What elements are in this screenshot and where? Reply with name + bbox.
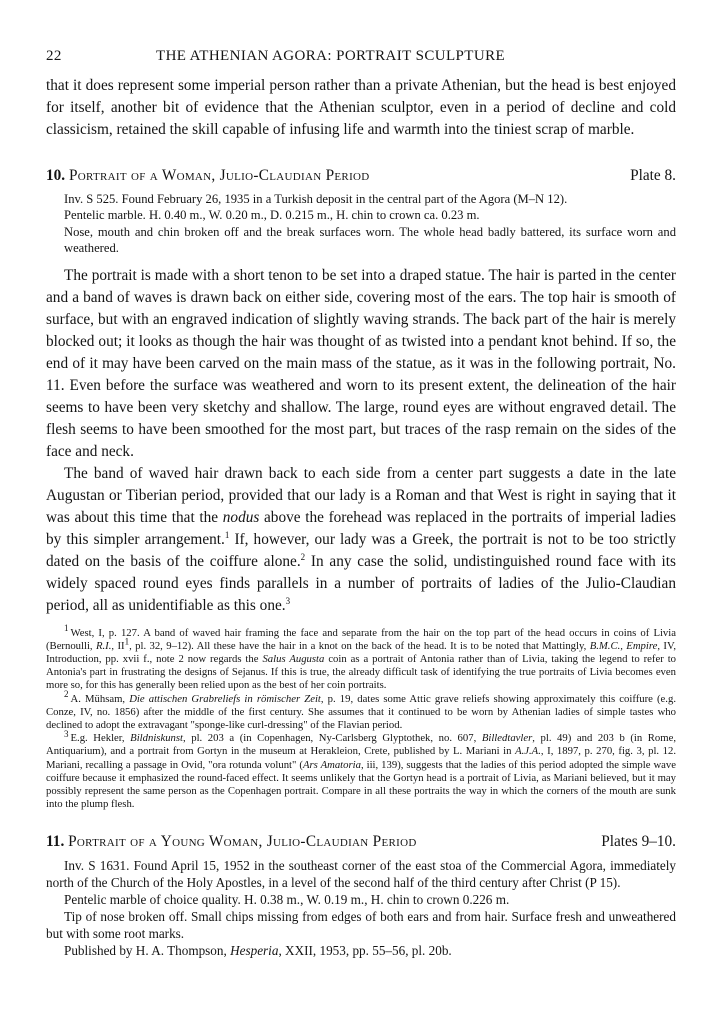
entry-11-plates: Plates 9–10. — [601, 833, 676, 851]
entry-11-condition: Tip of nose broken off. Small chips missing from edges of both ears and from hair. Surface fresh and unweathered but with some root marks. — [46, 909, 676, 942]
footnote-2: $^2$ A. Mühsam, Die attischen Grabreliefs in römischer Zeit, p. 19, dates some Attic grave reliefs showing approximately this coiffure (e.g. Conze, IV, no. 1856) after the middle of the first century. She assumes that it continued to be worn by Athenian ladies of simple tastes who declined to adopt the extravagant "sponge-like curl-dressing" of the Flavian period. — [46, 689, 676, 732]
entry-10-inventory: Inv. S 525. Found February 26, 1935 in a Turkish deposit in the central part of the Agora (M–N 12). — [64, 192, 568, 206]
entry-11-heading — [46, 833, 676, 851]
footnote-1: $^1$ West, I, p. 127. A band of waved hair framing the face and separate from the hair on the top part of the head occurs in coins of Livia (Bernoulli, R.I., $II^1$, pl. 32, 9–12). All these have the hair in a knot on the back of the head. It is to be noted that Mattingly, B.M.C., Empire, IV, Introduction, pp. xvii f., note 2 now regards the Salus Augusta coin as a portrait of Antonia rather than of Livia, taking the legend to refer to Antonia's part in frustrating the designs of Sejanus. If this is true, the already difficult task of identifying the true portraits of Livia becomes even more so, for this has generally been relied upon as the best of her coin portraits. — [46, 623, 677, 692]
entry-11-inventory: Inv. S 1631. Found April 15, 1952 in the southeast corner of the east stoa of the Commercial Agora, immediately north of the Church of the Holy Apostles, in a level of the second half of the third century after Christ (P 15). — [46, 858, 676, 891]
nodus-term: nodus — [222, 508, 260, 526]
entry-10-paragraph-1: The portrait is made with a short tenon to be set into a draped statue. The hair is parted in the center and a band of waves is drawn back on either side, covering most of the ears. The top hair is smooth of surface, but with an engraved indication of slightly waving strands. The back part of the hair is merely blocked out; it looks as though the hair was thought of as twisted into a pendant knot behind. If so, the end of it may have been carved on the main mass of the statue, as it was in the following portrait, No. 11. Even before the surface was weathered and worn to its present extent, the delineation of the hair seems to have been very sketchy and shallow. The large, round eyes are without engraved detail. The flesh seems to have been smoothed for the most part, but traces of the rasp remain on the sides of the face and neck. — [46, 266, 676, 460]
intro-paragraph: that it does represent some imperial person rather than a private Athenian, but the head is best enjoyed for itself, another bit of evidence that the Athenian sculptor, even in a period of decline and cold classicism, retained the skill capable of infusing life and warmth into the tiniest scrap of marble. — [46, 77, 676, 138]
entry-11-material: Pentelic marble of choice quality. H. 0.38 m., W. 0.19 m., H. chin to crown 0.226 m. — [64, 892, 510, 908]
entry-11-meta — [46, 857, 676, 959]
entry-10-body — [46, 265, 676, 617]
entry-10-number: 10. — [46, 167, 66, 184]
entry-10-condition: Nose, mouth and chin broken off and the break surfaces worn. The whole head badly battered, its surface worn and weathered. — [64, 224, 676, 256]
entry-10-material: Pentelic marble. H. 0.40 m., W. 0.20 m., D. 0.215 m., H. chin to crown ca. 0.23 m. — [64, 208, 480, 223]
page-number: 22 — [46, 48, 62, 64]
footnote-ref-1[interactable]: 1 — [224, 529, 230, 540]
entry-10-meta — [46, 191, 676, 257]
entry-10-paragraph-2: The band of waved hair drawn back to each side from a center part suggests a date in the late Augustan or Tiberian period, provided that our lady is a Roman and that West is right in saying that it was about this time that the nodus above the forehead was replaced in the portraits of imperial ladies by this simpler arrangement.$^1$ If, however, our lady was a Greek, the portrait is not to be too strictly dated on the basis of the coiffure alone.$^2$ In any case the solid, undistinguished round face with its widely spaced round eyes finds parallels in a number of portraits of ladies of the Julio-Claudian period, all as unidentifiable as this one.$^3$ — [46, 464, 677, 614]
entry-10-heading — [46, 167, 676, 185]
page — [46, 48, 676, 959]
entry-10-title: Portrait of a Woman, Julio-Claudian Period — [68, 167, 370, 184]
footnotes — [46, 623, 677, 812]
entry-11-publication: Published by H. A. Thompson, Hesperia, XXII, 1953, pp. 55–56, pl. 20b. — [64, 943, 452, 959]
entry-10-plate: Plate 8. — [630, 167, 676, 184]
footnote-ref-3[interactable]: 3 — [285, 595, 291, 606]
entry-11-number: 11. — [46, 833, 65, 851]
footnote-3: $^3$ E.g. Hekler, Bildniskunst, pl. 203 a (in Copenhagen, Ny-Carlsberg Glyptothek, no. 607, Billedtavler, pl. 49) and 203 b (in Rome, Antiquarium), and a portrait from Gortyn in the museum at Herakleion, Crete, published by L. Mariani in A.J.A., I, 1897, p. 270, fig. 3, pl. 12. Mariani, recalling a passage in Ovid, "ora rotunda volunt" (Ars Amatoria, iii, 139), suggests that the ladies of this period adopted the simple wave coiffure because it emphasized the round-faced effect. It seems unlikely that the Gortyn head is a portrait of Livia, as Mariani believed, but it may possibly represent the same person as the Copenhagen portrait. Compare in all these portraits the way in which the corners of the mouth are sunk into the plump flesh. — [46, 728, 677, 811]
running-title: THE ATHENIAN AGORA: PORTRAIT SCULPTURE — [156, 48, 506, 64]
running-head — [46, 48, 676, 65]
entry-11-title: Portrait of a Young Woman, Julio-Claudian Period — [68, 833, 417, 851]
footnote-ref-2[interactable]: 2 — [300, 551, 306, 562]
